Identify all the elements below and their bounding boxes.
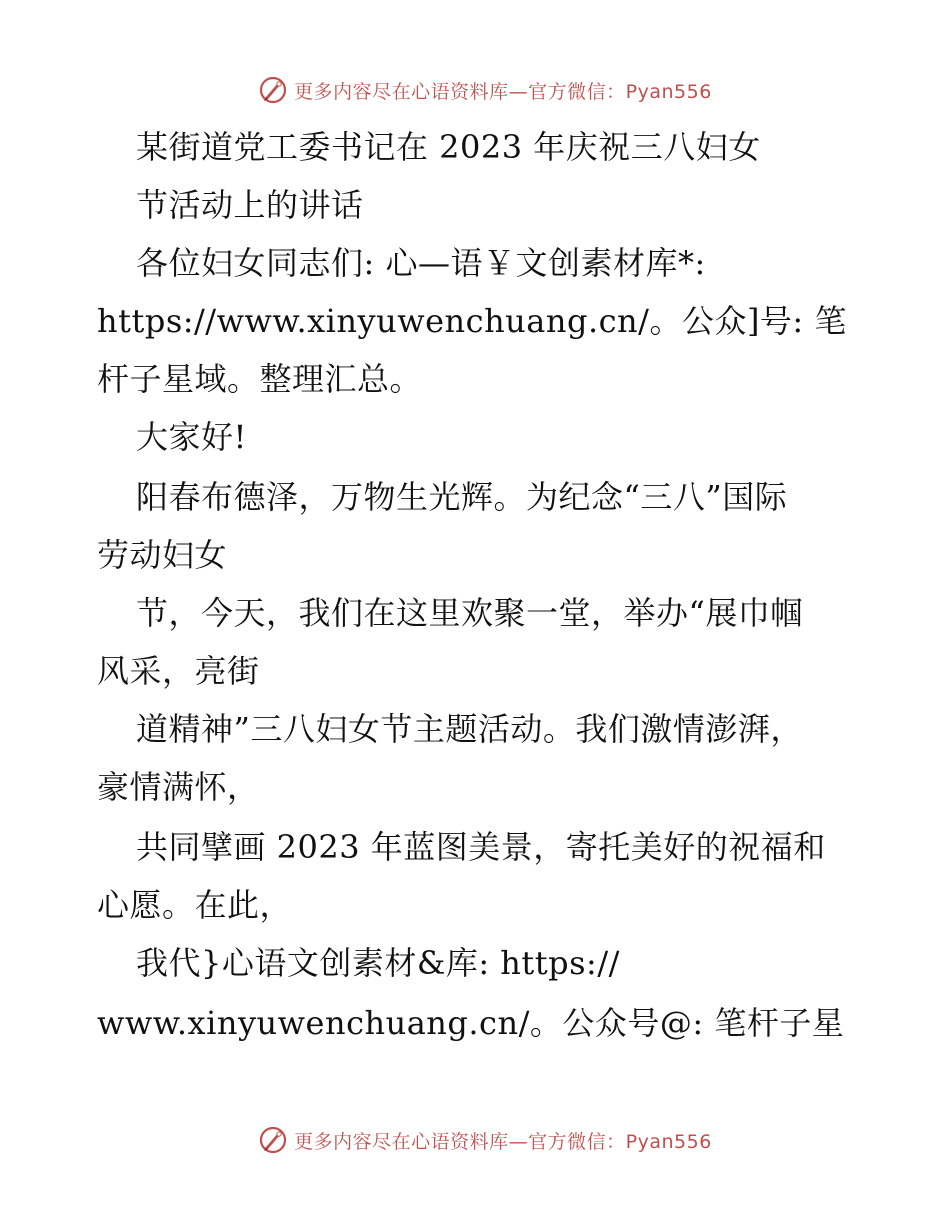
doc-line-paragraph-2: 劳动妇女 bbox=[97, 536, 228, 574]
doc-line-paragraph-8: 心愿。在此， bbox=[97, 886, 293, 924]
doc-line-paragraph-5: 道精神”三八妇女节主题活动。我们激情澎湃， bbox=[136, 710, 803, 748]
header-watermark-text: 更多内容尽在心语资料库—官方微信：Pyan556 bbox=[294, 80, 712, 103]
doc-line-paragraph-6: 豪情满怀， bbox=[97, 768, 260, 806]
doc-line-url-2: www.xinyuwenchuang.cn/。公众号@: 笔杆子星 bbox=[97, 1004, 845, 1042]
doc-line-source: 杆子星域。整理汇总。 bbox=[97, 360, 423, 398]
doc-line-salutation: 各位妇女同志们: 心—语￥文创素材库*: bbox=[136, 244, 706, 282]
doc-line-paragraph-4: 风采，亮街 bbox=[97, 652, 260, 690]
doc-line-paragraph-3: 节，今天，我们在这里欢聚一堂，举办“展巾帼 bbox=[136, 594, 803, 632]
doc-line-paragraph-1: 阳春布德泽，万物生光辉。为纪念“三八”国际 bbox=[136, 478, 788, 516]
doc-line-paragraph-9: 我代}心语文创素材&库: https:// bbox=[136, 944, 620, 982]
footer-watermark-text: 更多内容尽在心语资料库—官方微信：Pyan556 bbox=[294, 1130, 712, 1153]
doc-line-paragraph-7: 共同擘画 2023 年蓝图美景，寄托美好的祝福和 bbox=[136, 828, 826, 866]
quill-pen-logo-icon bbox=[258, 75, 288, 105]
header-watermark-inner bbox=[258, 75, 712, 105]
footer-watermark-inner bbox=[258, 1125, 712, 1155]
doc-line-title-2: 节活动上的讲话 bbox=[136, 186, 364, 224]
doc-line-title-1: 某街道党工委书记在 2023 年庆祝三八妇女 bbox=[136, 128, 761, 166]
header-watermark bbox=[0, 70, 950, 110]
doc-line-url-1: https://www.xinyuwenchuang.cn/。公众]号: 笔 bbox=[97, 302, 847, 340]
footer-watermark bbox=[0, 1120, 950, 1160]
doc-line-greeting: 大家好! bbox=[136, 418, 247, 456]
quill-pen-logo-icon bbox=[258, 1125, 288, 1155]
